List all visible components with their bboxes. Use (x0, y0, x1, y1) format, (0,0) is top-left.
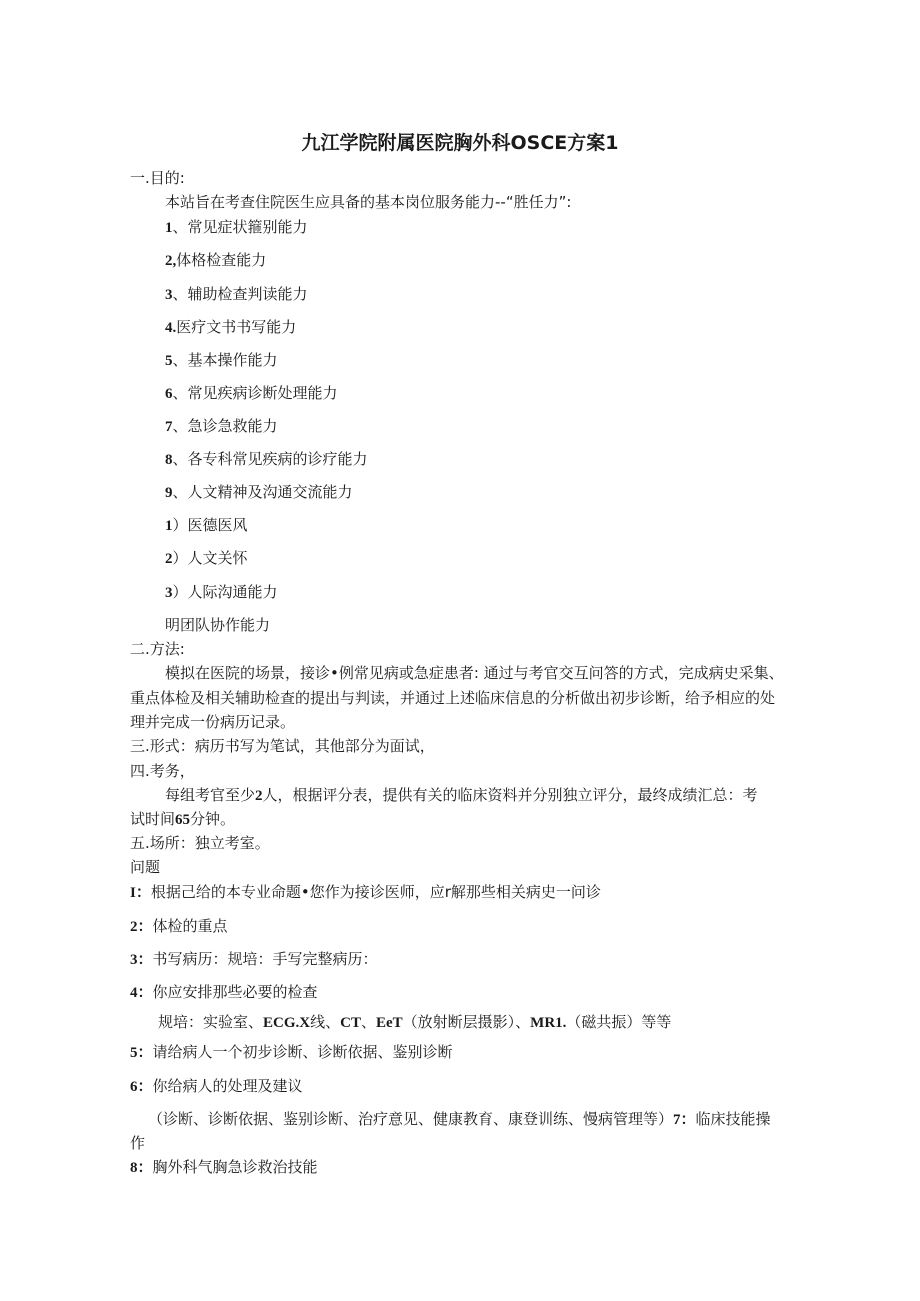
ability-text: 辅助检查判读能力 (187, 285, 308, 303)
ability-text: 医德医风 (187, 516, 248, 534)
questions-heading: 问题 (130, 858, 161, 876)
text-run: ECG.X (263, 1015, 311, 1031)
ability-number: 9 (165, 485, 173, 501)
question-item (130, 949, 378, 970)
question-4-detail (158, 1012, 671, 1033)
ability-sep: 、 (172, 450, 188, 468)
ability-number: 8 (165, 452, 173, 468)
text-run: CT (340, 1015, 361, 1031)
ability-number: 5 (165, 353, 173, 369)
text-run: 每组考官至少 (165, 786, 256, 804)
document-title: 九江学院附属医院胸外科OSCE方案1 (301, 132, 619, 154)
question-number: I： (130, 885, 151, 901)
question-item (130, 1076, 303, 1097)
text-run: 分钟。 (190, 810, 236, 828)
section-5-line: 五.场所：独立考室。 (130, 834, 270, 852)
ability-sep: 、 (172, 483, 188, 501)
ability-number: 1 (165, 220, 173, 236)
ability-item (165, 350, 278, 371)
ability-item (165, 317, 296, 338)
question-text: 根据己给的本专业命题•您作为接诊医师，应r解那些相关病史一问诊 (150, 883, 601, 901)
question-number: 6： (130, 1079, 153, 1095)
ability-item (165, 284, 308, 305)
text-run: 人，根据评分表，提供有关的临床资料并分别独立评分，最终成绩汇总：考 (262, 786, 758, 804)
ability-number: 4 (165, 320, 173, 336)
section-2-paragraph-line: 重点体检及相关辅助检查的提出与判读，并通过上述临床信息的分析做出初步诊断，给予相应的处 (130, 689, 776, 707)
question-item (130, 1157, 318, 1178)
ability-number: 2 (165, 551, 173, 567)
ability-text: 常见症状箍别能力 (187, 218, 308, 236)
question-text: 书写病历：规培：手写完整病历： (152, 950, 378, 968)
question-item (130, 882, 601, 903)
ability-text: 各专科常见疾病的诊疗能力 (187, 450, 368, 468)
section-3-line: 三.形式：病历书写为笔试，其他部分为面试， (130, 737, 435, 755)
question-number: 4： (130, 985, 153, 1001)
question-number: 3： (130, 952, 153, 968)
section-4-paragraph-line (130, 809, 235, 830)
ability-sep: 、 (172, 384, 188, 402)
ability-item (165, 383, 338, 404)
text-run: （放射断层摄影）、 (402, 1013, 531, 1031)
text-run: （磁共振）等等 (566, 1013, 672, 1031)
question-item (130, 916, 228, 937)
text-run: 线、 (310, 1013, 341, 1031)
ability-text: 体格检查能力 (176, 251, 267, 269)
ability-number: 3 (165, 585, 173, 601)
ability-sep: 、 (172, 351, 188, 369)
question-item (130, 982, 318, 1003)
ability-item (165, 548, 248, 569)
examiner-count: 2 (255, 788, 263, 804)
ability-sep: 、 (172, 417, 188, 435)
ability-number: 2 (165, 253, 173, 269)
text-run: 规培：实验室、 (158, 1013, 264, 1031)
ability-item (165, 250, 266, 271)
ability-number: 6 (165, 386, 173, 402)
question-number: 8： (130, 1160, 153, 1176)
ability-sep: ） (172, 583, 188, 601)
question-6-detail (148, 1109, 771, 1130)
text-run: 试时间 (130, 810, 176, 828)
section-4-heading: 四.考务， (130, 762, 195, 780)
ability-text: 急诊急救能力 (187, 417, 278, 435)
ability-number: 1 (165, 518, 173, 534)
ability-text: 医疗文书书写能力 (176, 318, 297, 336)
ability-extra: 明团队协作能力 (165, 616, 271, 634)
text-run: （诊断、诊断依据、鉴别诊断、治疗意见、健康教育、康登训练、慢病管理等） (148, 1110, 674, 1128)
ability-text: 基本操作能力 (187, 351, 278, 369)
ability-number: 7 (165, 419, 173, 435)
ability-item (165, 416, 278, 437)
section-2-paragraph-line: 理并完成一份病历记录。 (130, 713, 296, 731)
ability-item (165, 482, 353, 503)
question-number: 2： (130, 919, 153, 935)
ability-item (165, 582, 278, 603)
ability-item (165, 217, 308, 238)
ability-sep: 、 (172, 285, 188, 303)
section-4-paragraph-line (165, 785, 758, 806)
exam-duration: 65 (175, 812, 191, 828)
text-run: EeT (375, 1015, 403, 1031)
question-number: 5： (130, 1045, 153, 1061)
question-number: 7： (673, 1112, 696, 1128)
question-text: 体检的重点 (152, 917, 228, 935)
text-run: 临床技能操 (695, 1110, 771, 1128)
ability-text: 常见疾病诊断处理能力 (187, 384, 338, 402)
ability-item (165, 449, 368, 470)
section-2-paragraph-line: 模拟在医院的场景，接诊•例常见病或急症患者: 通过与考官交互问答的方式，完成病史采集、 (165, 664, 784, 682)
ability-text: 人际沟通能力 (187, 583, 278, 601)
ability-sep: , (172, 253, 177, 269)
question-text: 你应安排那些必要的检查 (152, 983, 318, 1001)
ability-sep: ） (172, 516, 188, 534)
section-2-heading: 二.方法: (130, 640, 185, 658)
question-text: 请给病人一个初步诊断、诊断依据、鉴别诊断 (152, 1043, 453, 1061)
ability-text: 人文精神及沟通交流能力 (187, 483, 353, 501)
ability-sep: ） (172, 549, 188, 567)
section-1-heading: 一.目的: (130, 169, 185, 187)
question-text: 胸外科气胸急诊救治技能 (152, 1158, 318, 1176)
question-item (130, 1042, 453, 1063)
ability-sep: 、 (172, 218, 188, 236)
text-run: MR1. (530, 1015, 567, 1031)
question-6-detail-wrap: 作 (130, 1134, 146, 1152)
text-run: 、 (360, 1013, 376, 1031)
ability-number: 3 (165, 287, 173, 303)
ability-item (165, 515, 248, 536)
section-1-intro: 本站旨在考查住院医生应具备的基本岗位服务能力--“胜任力”: (165, 193, 572, 211)
ability-sep: . (172, 320, 177, 336)
question-text: 你给病人的处理及建议 (152, 1077, 303, 1095)
ability-text: 人文关怀 (187, 549, 248, 567)
